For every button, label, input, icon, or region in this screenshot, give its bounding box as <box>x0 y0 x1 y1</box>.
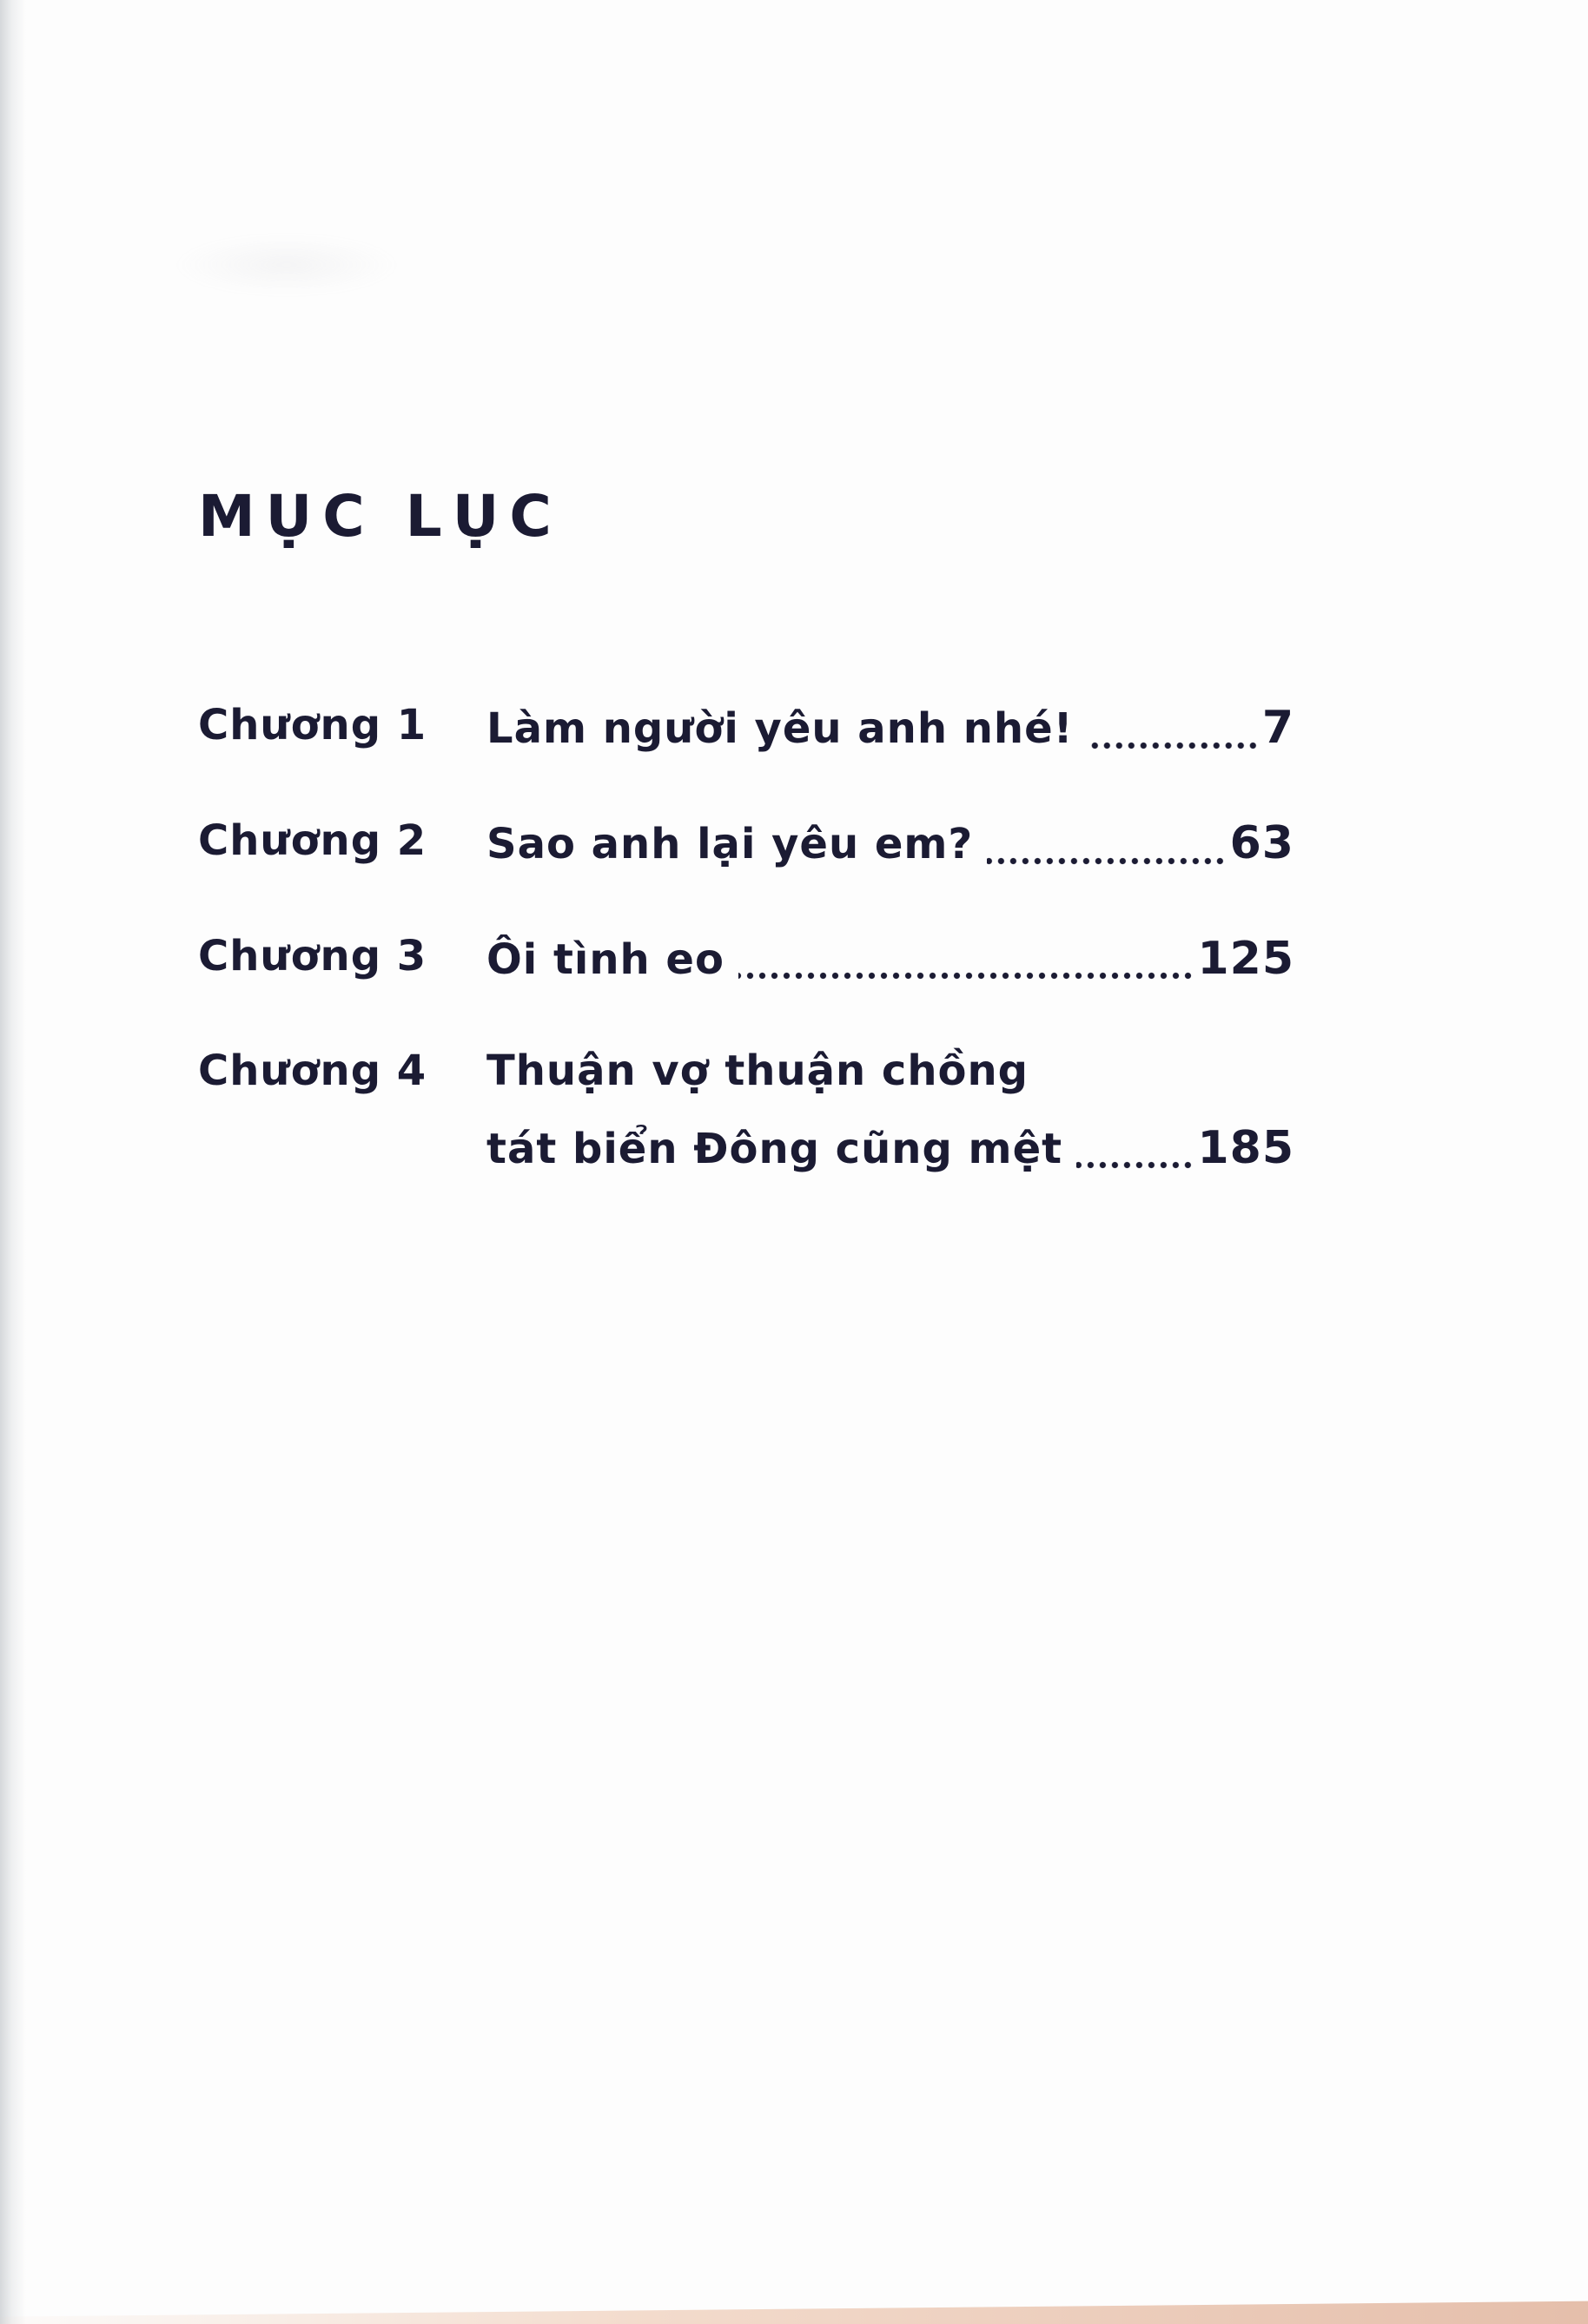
toc-row <box>198 812 1294 875</box>
page-number: 125 <box>1197 932 1294 985</box>
entry-title-line1: Thuận vợ thuận chồng <box>486 1046 1029 1096</box>
page-left-edge-shadow <box>0 0 26 2324</box>
toc-title: MỤC LỤC <box>198 483 562 551</box>
table-of-contents <box>198 697 1294 1231</box>
entry-line2 <box>486 1117 1294 1180</box>
page-number: 7 <box>1261 702 1294 754</box>
entry-title-line2: tát biển Đông cũng mệt <box>486 1124 1063 1173</box>
chapter-label: Chương 4 <box>198 1046 427 1096</box>
dot-leader <box>1088 742 1259 749</box>
page-number: 185 <box>1197 1121 1294 1174</box>
toc-entry <box>486 928 1294 991</box>
entry-title: Sao anh lại yêu em? <box>486 819 974 868</box>
toc-entry <box>486 812 1294 875</box>
toc-row <box>198 928 1294 991</box>
toc-row <box>198 697 1294 760</box>
page-bottom-edge <box>0 2298 1588 2324</box>
toc-entry <box>486 697 1294 760</box>
dot-leader <box>738 972 1194 980</box>
dot-leader <box>1076 1161 1194 1169</box>
entry-title: Ôi tình eo <box>486 934 725 984</box>
chapter-label: Chương 3 <box>198 931 427 980</box>
chapter-label: Chương 2 <box>198 815 427 865</box>
toc-row <box>198 1042 1294 1179</box>
toc-entry <box>486 1042 1294 1179</box>
entry-title: Làm người yêu anh nhé! <box>486 704 1074 753</box>
dot-leader <box>987 857 1226 865</box>
chapter-label: Chương 1 <box>198 701 427 749</box>
scan-smudge <box>174 234 400 295</box>
page-number: 63 <box>1229 816 1294 869</box>
